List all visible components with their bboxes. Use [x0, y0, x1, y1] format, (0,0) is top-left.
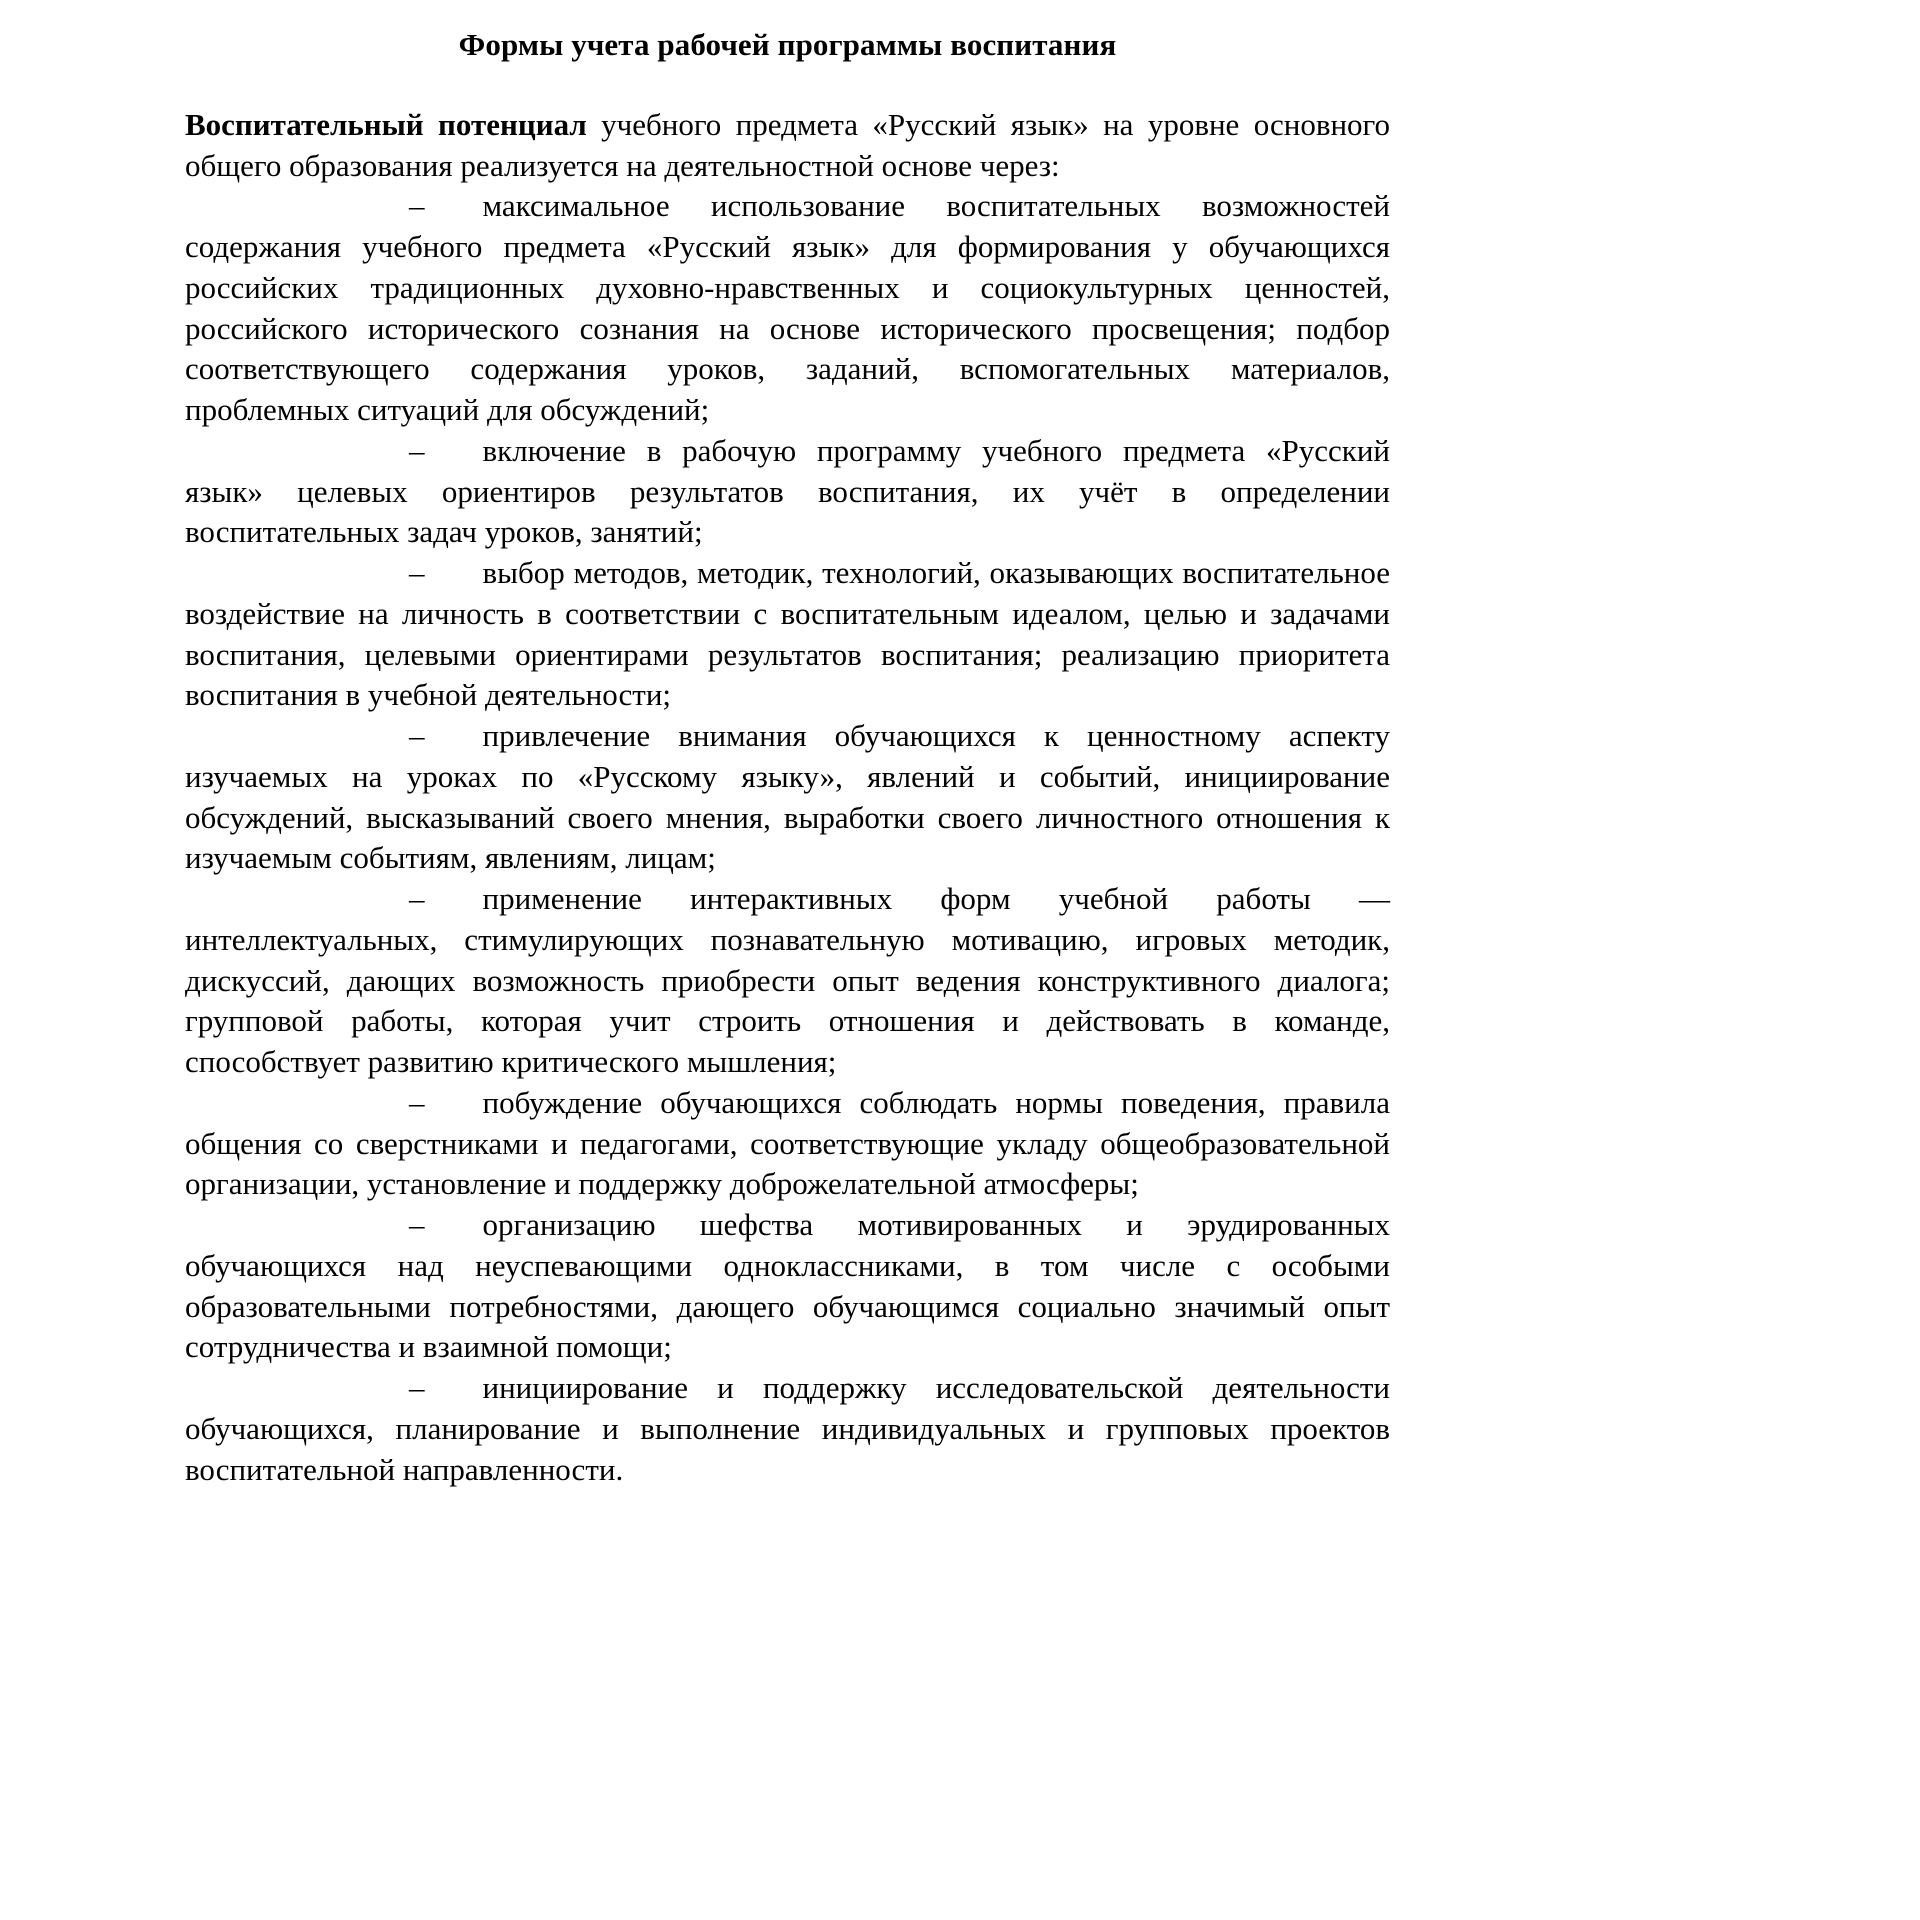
bullet-text: выбор методов, методик, технологий, оказывающих воспитательное воздействие на личность в соответствии с воспитательным идеалом, целью и задачами воспитания, целевыми ориентирами результатов воспитания; реализацию приоритета воспитания в учебной деятельности; [185, 555, 1390, 713]
bullet-dash-icon: – [409, 1084, 425, 1120]
bullet-item-7 [185, 1205, 1390, 1368]
lead-strong-text: Воспитательный потенциал [185, 106, 587, 142]
bullet-text: применение интерактивных форм учебной работы — интеллектуальных, стимулирующих познавательную мотивацию, игровых методик, дискуссий, дающих возможность приобрести опыт ведения конструктивного диалога; групповой работы, которая учит строить отношения и действовать в команде, способствует развитию критического мышления; [185, 881, 1390, 1079]
bullet-text: организацию шефства мотивированных и эрудированных обучающихся над неуспевающими одноклассниками, в том числе с особыми образовательными потребностями, дающего обучающимся социально значимый опыт сотрудничества и взаимной помощи; [185, 1207, 1390, 1365]
lead-paragraph [185, 105, 1390, 187]
page-bottom-spacer [185, 1490, 1390, 1670]
page-title: Формы учета рабочей программы воспитания [458, 27, 1117, 62]
bullet-dash-icon: – [409, 1370, 425, 1405]
bullet-dash-icon: – [409, 188, 425, 224]
bullet-text: инициирование и поддержку исследовательской деятельности обучающихся, планирование и выполнение индивидуальных и групповых проектов воспитательной направленности. [185, 1370, 1390, 1487]
bullet-item-1 [185, 186, 1390, 431]
document-content [185, 26, 1390, 1670]
bullet-text: побуждение обучающихся соблюдать нормы поведения, правила общения со сверстниками и педагогами, соответствующие укладу общеобразовательной организации, установление и поддержку доброжелательной атмосферы; [185, 1084, 1390, 1202]
bullet-dash-icon: – [409, 1207, 425, 1242]
bullet-item-6 [185, 1083, 1390, 1205]
bullet-dash-icon: – [409, 881, 425, 916]
bullet-dash-icon: – [409, 432, 425, 468]
bullet-item-8 [185, 1368, 1390, 1490]
lead-rest-text: учебного предмета «Русский язык» на уровне основного общего образования реализуется на деятельностной основе через: [185, 106, 1390, 183]
bullet-item-3 [185, 553, 1390, 716]
bullet-item-5 [185, 879, 1390, 1083]
bullet-text: привлечение внимания обучающихся к ценностному аспекту изучаемых на уроках по «Русскому языку», явлений и событий, инициирование обсуждений, высказываний своего мнения, выработки своего личностного отношения к изучаемым событиям, явлениям, лицам; [185, 718, 1390, 876]
bullet-item-4 [185, 716, 1390, 879]
bullet-dash-icon: – [409, 718, 425, 753]
bullet-dash-icon: – [409, 555, 425, 590]
bullet-text: максимальное использование воспитательных возможностей содержания учебного предмета «Русский язык» для формирования у обучающихся российских традиционных духовно-нравственных и социокультурных ценностей, российского исторического сознания на основе исторического просвещения; подбор соответствующего содержания уроков, заданий, вспомогательных материалов, проблемных ситуаций для обсуждений; [185, 188, 1390, 427]
bullet-text: включение в рабочую программу учебного предмета «Русский язык» целевых ориентиров результатов воспитания, их учёт в определении воспитательных задач уроков, занятий; [185, 432, 1390, 550]
bullet-item-2 [185, 431, 1390, 553]
